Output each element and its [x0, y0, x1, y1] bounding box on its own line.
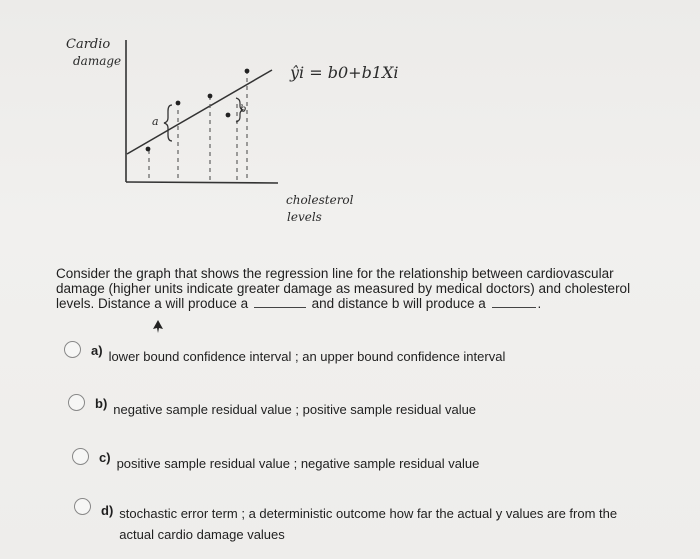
data-point — [176, 101, 181, 106]
option-text: negative sample residual value ; positive sample residual value — [113, 402, 477, 417]
option-letter: b) — [95, 396, 108, 411]
data-point — [226, 113, 231, 118]
data-point — [208, 94, 213, 99]
distance-a-brace — [164, 105, 172, 141]
question-end: . — [537, 296, 542, 311]
data-point — [245, 69, 250, 74]
option-c[interactable] — [72, 450, 479, 474]
option-b[interactable] — [68, 396, 476, 420]
option-d[interactable] — [74, 500, 634, 545]
option-a[interactable] — [64, 343, 505, 367]
x-axis-label: cholesterol — [286, 193, 354, 207]
distance-a-label: a — [152, 115, 159, 128]
radio-button-icon[interactable] — [72, 448, 89, 465]
x-axis — [126, 182, 278, 183]
y-axis-label-line2: damage — [73, 54, 122, 68]
option-letter: d) — [101, 503, 114, 518]
data-point — [146, 147, 151, 152]
option-letter: c) — [99, 450, 111, 465]
question-part2: and distance b will produce a — [311, 296, 486, 311]
regression-equation: ŷi = b0+b1Xi — [290, 63, 399, 82]
radio-button-icon[interactable] — [74, 498, 91, 515]
y-axis-label: Cardio — [66, 37, 111, 52]
radio-button-icon[interactable] — [68, 394, 85, 411]
mouse-cursor-icon — [152, 320, 164, 334]
regression-line — [127, 70, 272, 154]
x-axis-label-line2: levels — [287, 210, 322, 224]
data-points — [146, 69, 250, 152]
regression-sketch — [0, 0, 700, 260]
distance-b-label: b — [240, 104, 247, 115]
radio-button-icon[interactable] — [64, 341, 81, 358]
option-text: stochastic error term ; a deterministic outcome how far the actual y values are from the actual cardio damage values — [119, 506, 618, 542]
answer-blank-2 — [492, 296, 536, 308]
option-text: positive sample residual value ; negative sample residual value — [116, 456, 480, 471]
residual-lines — [149, 70, 247, 181]
option-text: lower bound confidence interval ; an upper bound confidence interval — [108, 349, 506, 364]
question-text — [56, 266, 666, 311]
option-letter: a) — [91, 343, 103, 358]
question-part1: Consider the graph that shows the regression line for the relationship between cardiovascular damage (higher units indicate greater damage as measured by medical doctors) and cholesterol levels. Distance a will produce a — [56, 266, 631, 311]
answer-blank-1 — [254, 296, 306, 308]
